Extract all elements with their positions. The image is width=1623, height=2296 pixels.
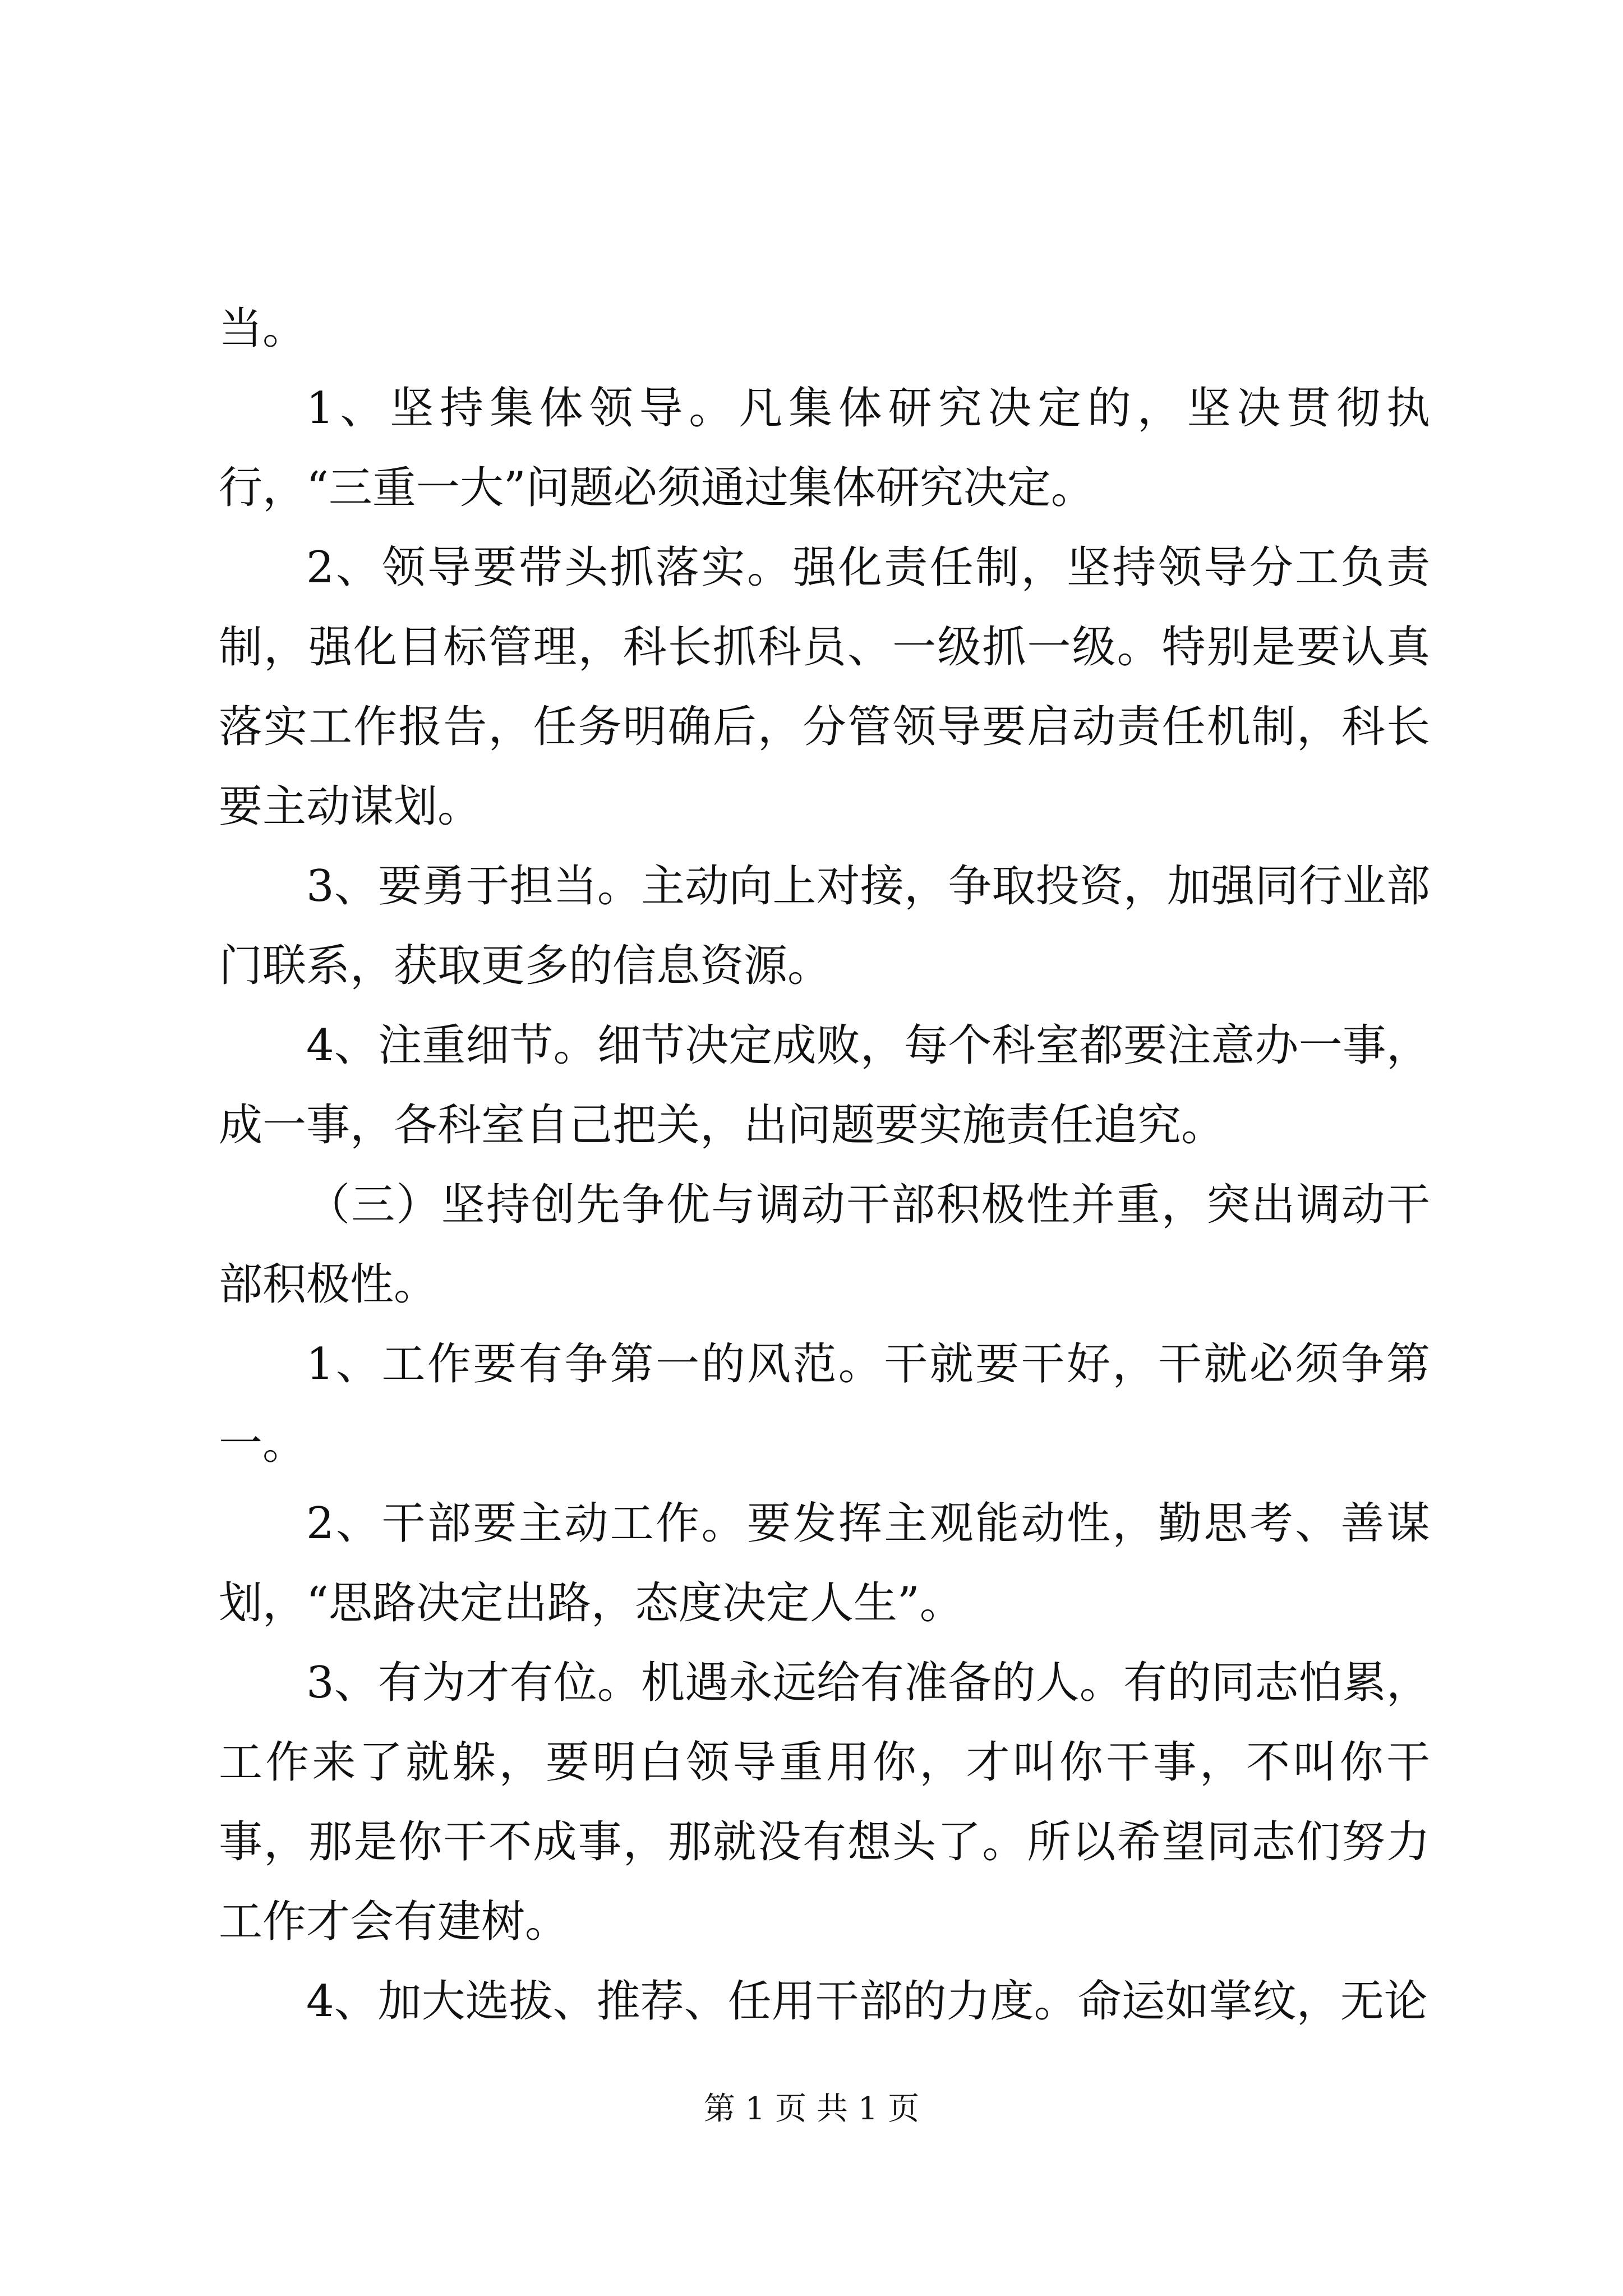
paragraph-7: 1、工作要有争第一的风范。干就要干好，干就必须争第一。: [219, 1339, 1430, 1469]
paragraph-8: 2、干部要主动工作。要发挥主观能动性，勤思考、善谋划，“思路决定出路，态度决定人生”。: [219, 1498, 1430, 1628]
paragraph-3: 2、领导要带头抓落实。强化责任制，坚持领导分工负责制，强化目标管理，科长抓科员、一级抓一级。特别是要认真落实工作报告，任务明确后，分管领导要启动责任机制，科长要主动谋划。: [219, 542, 1430, 832]
document-body: [219, 289, 1430, 2041]
paragraph-1: 当。: [219, 303, 307, 354]
page-footer: 第 1 页 共 1 页: [703, 2091, 920, 2127]
paragraph-9: 3、有为才有位。机遇永远给有准备的人。有的同志怕累，工作来了就躲，要明白领导重用你，才叫你干事，不叫你干事，那是你干不成事，那就没有想头了。所以希望同志们努力工作才会有建树。: [219, 1658, 1430, 1947]
paragraph-4: 3、要勇于担当。主动向上对接，争取投资，加强同行业部门联系，获取更多的信息资源。: [219, 861, 1430, 991]
paragraph-5: 4、注重细节。细节决定成败，每个科室都要注意办一事，成一事，各科室自己把关，出问题要实施责任追究。: [219, 1020, 1430, 1151]
paragraph-10: 4、加大选拔、推荐、任用干部的力度。命运如掌纹，无论: [306, 1976, 1428, 2027]
paragraph-2: 1、坚持集体领导。凡集体研究决定的，坚决贯彻执行，“三重一大”问题必须通过集体研究决定。: [219, 383, 1430, 513]
paragraph-6: （三）坚持创先争优与调动干部积极性并重，突出调动干部积极性。: [219, 1180, 1430, 1310]
